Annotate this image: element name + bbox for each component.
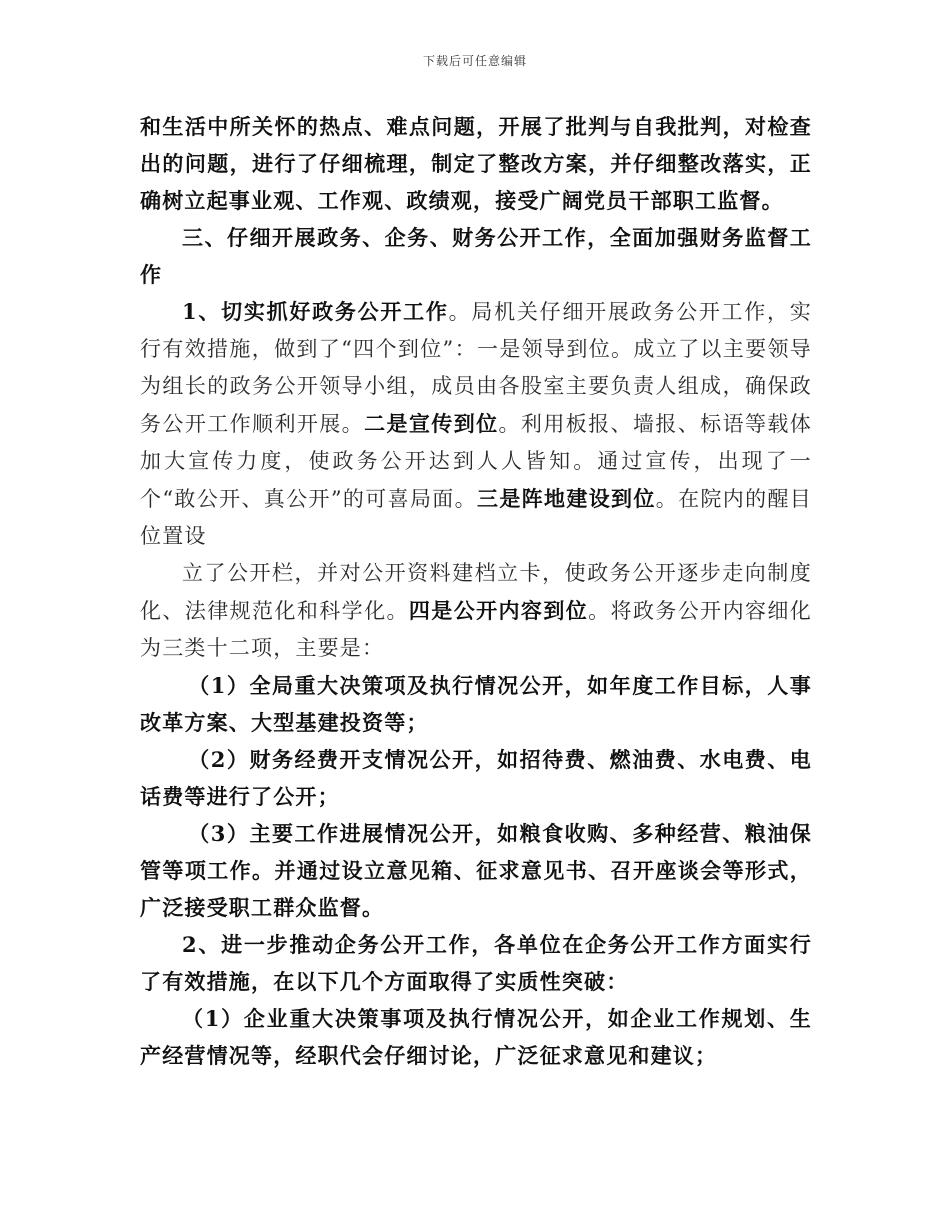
- point-two-heading: 二是宣传到位: [364, 411, 499, 436]
- paragraph-government-affairs: [140, 293, 812, 555]
- section-heading-three: 三、仔细开展政务、企务、财务公开工作，全面加强财务监督工作: [140, 225, 812, 287]
- page-header: 下载后可任意编辑: [422, 54, 527, 68]
- list-item-3: （3）主要工作进展情况公开，如粮食收购、多种经营、粮油保管等项工作。并通过设立意见箱、征求意见书、召开座谈会等形式，广泛接受职工群众监督。: [140, 821, 812, 920]
- paragraph-text: 。将政务公开内容细化为三类十二项，主要是：: [140, 599, 812, 660]
- paragraph-text: 。在院内的醒目位置设: [140, 487, 812, 548]
- list-item-2: （2）财务经费开支情况公开，如招待费、燃油费、水电费、电话费等进行了公开；: [140, 747, 812, 809]
- list-item-enterprise-1: （1）企业重大决策事项及执行情况公开，如企业工作规划、生产经营情况等，经职代会仔细讨论，广泛征求意见和建议；: [140, 1006, 812, 1068]
- paragraph-text: 立了公开栏，并对公开资料建档立卡，使政务公开逐步走向制度化、法律规范化和科学化。: [140, 561, 812, 623]
- paragraph-bulletin-board: [140, 555, 812, 667]
- paragraph-enterprise-affairs: 2、进一步推动企务公开工作，各单位在企务公开工作方面实行了有效措施，在以下几个方面取得了实质性突破：: [140, 932, 812, 994]
- paragraph-text: 。利用板报、墙报、标语等载体加大宣传力度，使政务公开达到人人皆知。通过宣传，出现了一个“敢公开、真公开”的可喜局面。: [140, 412, 812, 511]
- list-item-1: （1）全局重大决策项及执行情况公开，如年度工作目标，人事改革方案、大型基建投资等；: [140, 673, 812, 735]
- document-body: [140, 108, 812, 1074]
- paragraph-1: 和生活中所关怀的热点、难点问题，开展了批判与自我批判，对检查出的问题，进行了仔细梳理，制定了整改方案，并仔细整改落实，正确树立起事业观、工作观、政绩观，接受广阔党员干部职工监督。: [140, 114, 812, 213]
- subheading-government-affairs: 1、切实抓好政务公开工作: [182, 299, 449, 324]
- point-four-heading: 四是公开内容到位: [408, 598, 589, 623]
- paragraph-text: 。局机关仔细开展政务公开工作，实行有效措施，做到了“四个到位”：一是领导到位。成立了以主要领导为组长的政务公开领导小组，成员由各股室主要负责人组成，确保政务公开工作顺利开展。: [140, 300, 813, 436]
- point-three-heading: 三是阵地建设到位: [476, 486, 656, 511]
